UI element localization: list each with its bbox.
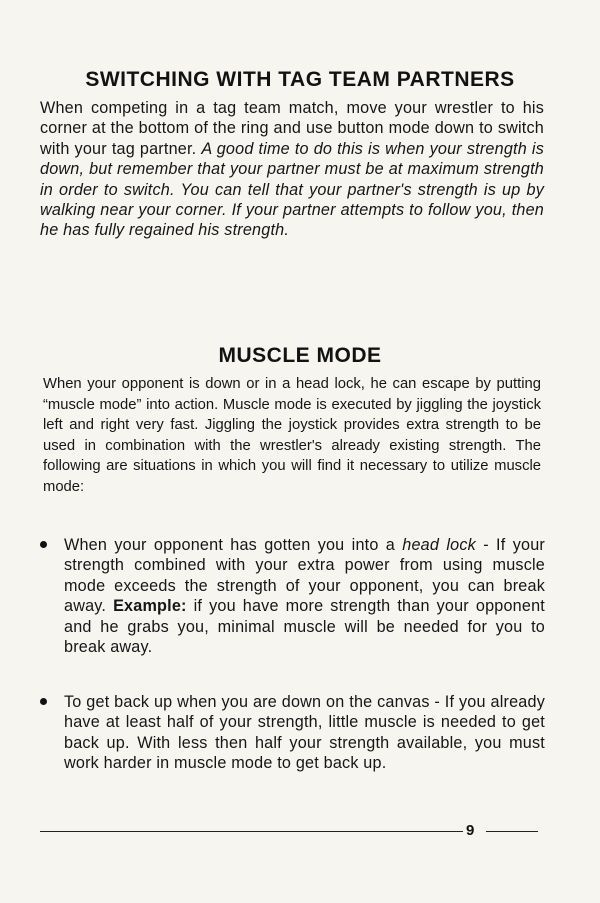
list-item-italic-term: head lock xyxy=(402,536,476,554)
muscle-mode-intro: When your opponent is down or in a head lock, he can escape by putting “muscle mode” into action. Muscle mode is executed by jiggling the joystick left and right very fast. Jiggling the joystick provides extra strength to be used in combination with the wrestler's already existing strength. The following are situations in which you will find it necessary to utilize muscle mode: xyxy=(43,376,541,495)
tag-team-paragraph xyxy=(40,98,544,241)
example-text: if you have more strength than your opponent and he grabs you, minimal muscle will be needed for you to break away. xyxy=(64,597,545,657)
footer-rule-right xyxy=(486,831,538,832)
list-item-lead: When your opponent has gotten you into a xyxy=(64,536,403,554)
bullet-icon xyxy=(40,541,47,548)
example-label: Example: xyxy=(113,597,187,616)
page-number: 9 xyxy=(466,822,475,839)
list-item-text: To get back up when you are down on the canvas - If you already have at least half of your strength, little muscle is needed to get back up. With less then half your strength available, you must work harder in muscle mode to get back up. xyxy=(64,693,545,773)
tag-team-italic-text: A good time to do this is when your strength is down, but remember that your partner must be at maximum strength in order to switch. You can tell that your partner's strength is up by walking near your corner. If your partner attempts to follow you, then he has fully regained his strength. xyxy=(40,139,544,240)
section-heading-tag-team: SWITCHING WITH TAG TEAM PARTNERS xyxy=(85,68,515,91)
tag-team-text: When competing in a tag team match, move your wrestler to his corner at the bottom of the ring and use button mode down to switch with your tag partner. xyxy=(40,99,544,158)
list-item-text xyxy=(64,535,545,657)
section-heading-muscle-mode: MUSCLE MODE xyxy=(218,344,382,367)
bullet-icon xyxy=(40,698,47,705)
list-item xyxy=(40,535,545,657)
list-item-body: - If your strength combined with your extra power from using muscle mode exceeds the strength of your opponent, you can break away. xyxy=(64,536,545,616)
list-item xyxy=(40,692,545,774)
footer-rule-left xyxy=(40,831,463,832)
